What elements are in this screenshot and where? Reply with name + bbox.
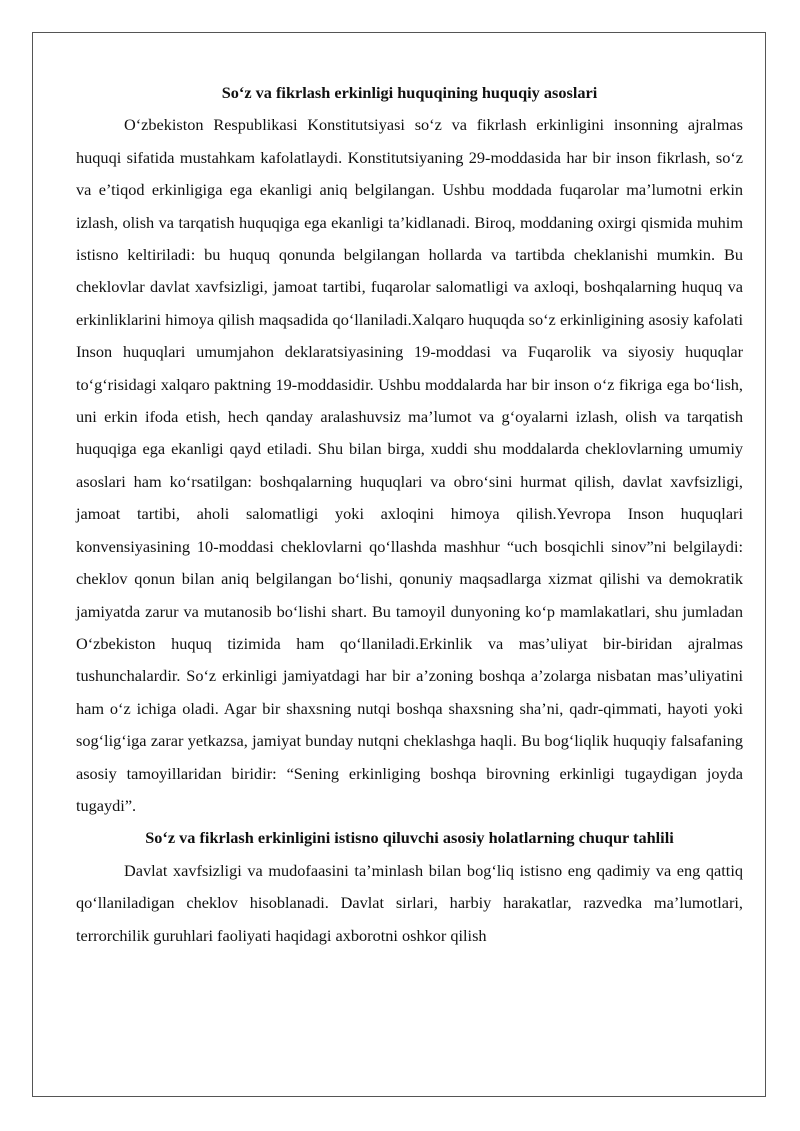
paragraph-state-security: Davlat xavfsizligi va mudofaasini ta’minlash bilan bog‘liq istisno eng qadimiy va eng qattiq qo‘llaniladigan cheklov hisoblanadi. Davlat sirlari, harbiy harakatlar, razvedka ma’lumotlari, terrorchilik guruhlari faoliyati haqidagi axborotni oshkor qilish xyxy=(76,860,743,945)
section-subtitle: So‘z va fikrlash erkinligini istisno qiluvchi asosiy holatlarning chuqur tahlili xyxy=(145,828,674,848)
document-body xyxy=(76,77,743,952)
paragraph-legal-basis: O‘zbekiston Respublikasi Konstitutsiyasi so‘z va fikrlash erkinligini insonning ajralmas huquqi sifatida mustahkam kafolatlaydi. Konstitutsiyaning 29-moddasida har bir inson fikrlash, so‘z va e’tiqod erkinligiga ega ekanligi aniq belgilangan. Ushbu moddada fuqarolar ma’lumotni erkin izlash, olish va tarqatish huquqiga ega ekanligi ta’kidlanadi. Biroq, moddaning oxirgi qismida muhim istisno keltiriladi: bu huquq qonunda belgilangan hollarda va tartibda cheklanishi mumkin. Bu cheklovlar davlat xavfsizligi, jamoat tartibi, fuqarolar salomatligi va axloqi, boshqalarning huquq va erkinliklarini himoya qilish maqsadida qo‘llaniladi.Xalqaro huquqda so‘z erkinligining asosiy kafolati Inson huquqlari umumjahon deklaratsiyasining 19-moddasi va Fuqarolik va siyosiy huquqlar to‘g‘risidagi xalqaro paktning 19-moddasidir. Ushbu moddalarda har bir inson o‘z fikriga ega bo‘lish, uni erkin ifoda etish, hech qanday aralashuvsiz ma’lumot va g‘oyalarni izlash, olish va tarqatish huquqiga ega ekanligi qayd etiladi. Shu bilan birga, xuddi shu moddalarda cheklovlarning umumiy asoslari ham ko‘rsatilgan: boshqalarning huquqlari va obro‘sini hurmat qilish, davlat xavfsizligi, jamoat tartibi, aholi salomatligi yoki axloqini himoya qilish.Yevropa Inson huquqlari konvensiyasining 10-moddasi cheklovlarni qo‘llashda mashhur “uch bosqichli sinov”ni belgilaydi: cheklov qonun bilan aniq belgilangan bo‘lishi, qonuniy maqsadlarga xizmat qilishi va demokratik jamiyatda zarur va mutanosib bo‘lishi shart. Bu tamoyil dunyoning ko‘p mamlakatlari, shu jumladan O‘zbekiston huquq tizimida ham qo‘llaniladi.Erkinlik va mas’uliyat bir-biridan ajralmas tushunchalardir. So‘z erkinligi jamiyatdagi har bir a’zoning boshqa a’zolarga nisbatan mas’uliyatini ham o‘z ichiga oladi. Agar bir shaxsning nutqi boshqa shaxsning sha’ni, qadr-qimmati, hayoti yoki sog‘lig‘iga zarar yetkazsa, jamiyat bunday nutqni cheklashga haqli. Bu bog‘liqlik huquqiy falsafaning asosiy tamoyillaridan biridir: “Sening erkinliging boshqa birovning erkinligi tugaydigan joyda tugaydi”. xyxy=(76,115,743,815)
page-frame xyxy=(32,32,766,1097)
document-title: So‘z va fikrlash erkinligi huquqining huquqiy asoslari xyxy=(221,83,598,102)
